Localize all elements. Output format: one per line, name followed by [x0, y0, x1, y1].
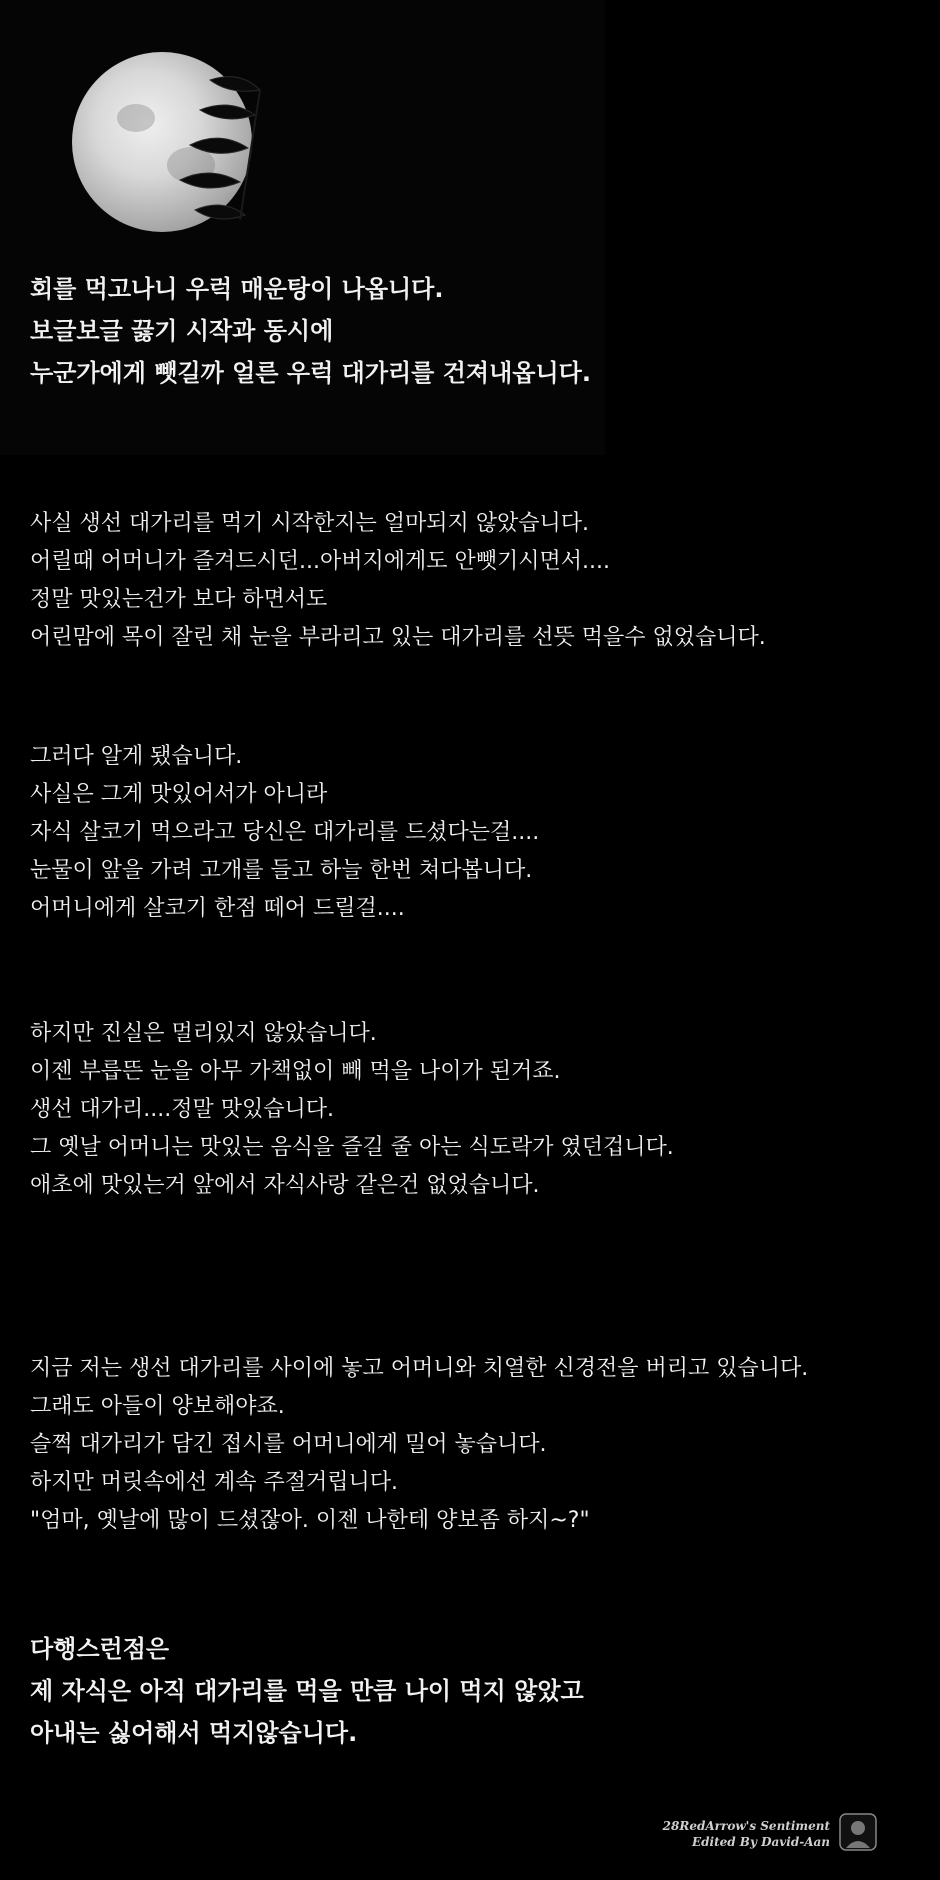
- text-line: 그러다 알게 됐습니다.: [30, 744, 243, 769]
- intro-paragraph: [30, 268, 591, 394]
- text-line: 슬쩍 대가리가 담긴 접시를 어머니에게 밀어 놓습니다.: [30, 1432, 547, 1457]
- paragraph-3: [30, 1015, 674, 1205]
- text-line: 어린맘에 목이 잘린 채 눈을 부라리고 있는 대가리를 선뜻 먹을수 없었습니다.: [30, 625, 766, 650]
- text-line: 지금 저는 생선 대가리를 사이에 놓고 어머니와 치열한 신경전을 버리고 있습니다.: [30, 1356, 809, 1381]
- intro-line: 누군가에게 뺏길까 얼른 우럭 대가리를 건져내옵니다.: [30, 359, 591, 387]
- paragraph-1: [30, 505, 766, 657]
- text-line: 어릴때 어머니가 즐겨드시던...아버지에게도 안뺏기시면서....: [30, 549, 610, 574]
- signature-logo-icon: [838, 1812, 878, 1852]
- outro-line: 다행스런점은: [30, 1635, 170, 1663]
- signature-line-1: 28RedArrow's Sentiment: [662, 1819, 830, 1833]
- text-line: 하지만 머릿속에선 계속 주절거립니다.: [30, 1470, 399, 1495]
- text-line: 애초에 맛있는거 앞에서 자식사랑 같은건 없었습니다.: [30, 1173, 540, 1198]
- text-line: 하지만 진실은 멀리있지 않았습니다.: [30, 1021, 377, 1046]
- outro-line: 아내는 싫어해서 먹지않습니다.: [30, 1719, 358, 1747]
- signature-line-2: Edited By David-Aan: [691, 1835, 830, 1849]
- text-line: 자식 살코기 먹으라고 당신은 대가리를 드셨다는걸....: [30, 820, 540, 845]
- intro-line: 회를 먹고나니 우럭 매운탕이 나옵니다.: [30, 275, 444, 303]
- text-line: 이젠 부릅뜬 눈을 아무 가책없이 빼 먹을 나이가 된거죠.: [30, 1059, 561, 1084]
- text-line: 그래도 아들이 양보해야죠.: [30, 1394, 285, 1419]
- text-line: "엄마, 옛날에 많이 드셨잖아. 이젠 나한테 양보좀 하지~?": [30, 1508, 590, 1533]
- paragraph-2: [30, 738, 539, 928]
- paragraph-4: [30, 1350, 808, 1540]
- text-line: 그 옛날 어머니는 맛있는 음식을 즐길 줄 아는 식도락가 였던겁니다.: [30, 1135, 674, 1160]
- text-line: 정말 맛있는건가 보다 하면서도: [30, 587, 328, 612]
- leaves-image: [170, 70, 270, 230]
- signature: [663, 1818, 830, 1850]
- text-line: 생선 대가리....정말 맛있습니다.: [30, 1097, 334, 1122]
- text-line: 사실은 그게 맛있어서가 아니라: [30, 782, 328, 807]
- intro-line: 보글보글 끓기 시작과 동시에: [30, 317, 334, 345]
- text-line: 눈물이 앞을 가려 고개를 들고 하늘 한번 쳐다봅니다.: [30, 858, 533, 883]
- text-line: 어머니에게 살코기 한점 떼어 드릴걸....: [30, 896, 405, 921]
- text-line: 사실 생선 대가리를 먹기 시작한지는 얼마되지 않았습니다.: [30, 511, 590, 536]
- outro-paragraph: [30, 1628, 584, 1754]
- outro-line: 제 자식은 아직 대가리를 먹을 만큼 나이 먹지 않았고: [30, 1677, 584, 1705]
